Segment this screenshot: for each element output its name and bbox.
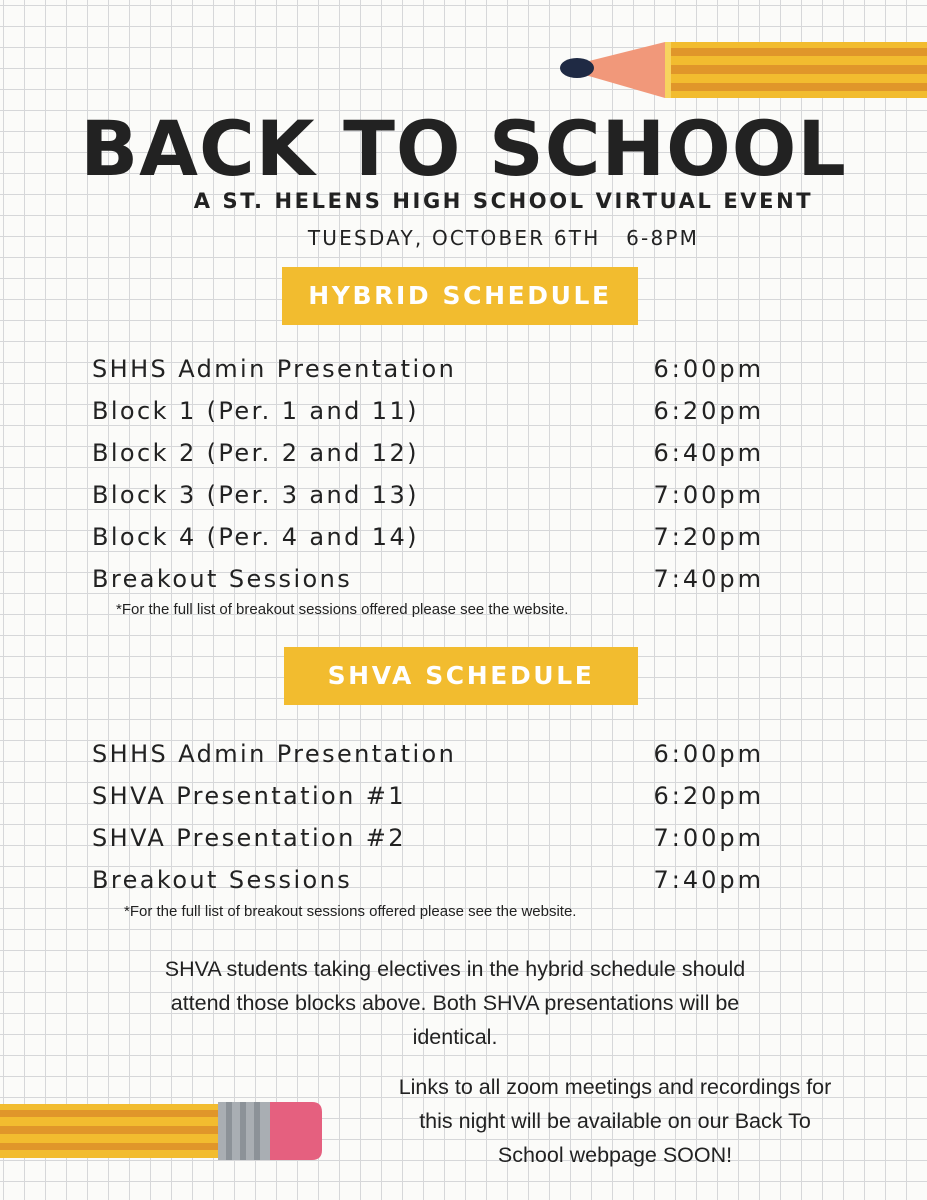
event-time: 6-8PM bbox=[626, 226, 700, 250]
hybrid-schedule-list bbox=[92, 348, 764, 600]
schedule-item-label: Block 4 (Per. 4 and 14) bbox=[92, 523, 419, 551]
schedule-item-time: 7:20pm bbox=[653, 523, 764, 551]
schedule-row bbox=[92, 432, 764, 474]
schedule-row bbox=[92, 558, 764, 600]
schedule-row bbox=[92, 348, 764, 390]
schedule-row bbox=[92, 474, 764, 516]
schedule-item-label: SHVA Presentation #1 bbox=[92, 782, 406, 810]
schedule-row bbox=[92, 859, 764, 901]
schedule-item-time: 6:20pm bbox=[653, 782, 764, 810]
schedule-item-label: Block 3 (Per. 3 and 13) bbox=[92, 481, 419, 509]
links-line: Links to all zoom meetings and recordings for bbox=[398, 1075, 832, 1099]
schedule-item-time: 6:40pm bbox=[653, 439, 764, 467]
shva-schedule-list bbox=[92, 733, 764, 901]
schedule-item-time: 6:20pm bbox=[653, 397, 764, 425]
schedule-item-label: SHVA Presentation #2 bbox=[92, 824, 406, 852]
schedule-item-label: Breakout Sessions bbox=[92, 866, 353, 894]
event-date: TUESDAY, OCTOBER 6TH bbox=[307, 226, 601, 250]
zoom-links-paragraph bbox=[340, 1070, 890, 1172]
electives-line: identical. bbox=[412, 1025, 498, 1049]
event-subtitle: A ST. HELENS HIGH SCHOOL VIRTUAL EVENT bbox=[193, 189, 814, 213]
pencil-top-illustration bbox=[555, 38, 927, 102]
shva-schedule-heading: SHVA SCHEDULE bbox=[284, 647, 638, 705]
schedule-item-time: 6:00pm bbox=[653, 355, 764, 383]
schedule-item-time: 6:00pm bbox=[653, 740, 764, 768]
pencil-eraser bbox=[270, 1102, 322, 1160]
schedule-item-time: 7:40pm bbox=[653, 866, 764, 894]
schedule-row bbox=[92, 817, 764, 859]
schedule-item-time: 7:00pm bbox=[653, 824, 764, 852]
schedule-item-label: SHHS Admin Presentation bbox=[92, 355, 457, 383]
hybrid-breakout-note: *For the full list of breakout sessions offered please see the website. bbox=[116, 601, 569, 618]
electives-line: attend those blocks above. Both SHVA presentations will be bbox=[170, 991, 740, 1015]
electives-line: SHVA students taking electives in the hybrid schedule should bbox=[164, 957, 746, 981]
schedule-row bbox=[92, 775, 764, 817]
pencil-bottom-illustration bbox=[0, 1100, 324, 1162]
shva-breakout-note: *For the full list of breakout sessions offered please see the website. bbox=[124, 903, 577, 920]
schedule-item-time: 7:00pm bbox=[653, 481, 764, 509]
schedule-item-time: 7:40pm bbox=[653, 565, 764, 593]
links-line: School webpage SOON! bbox=[497, 1143, 733, 1167]
hybrid-schedule-heading: HYBRID SCHEDULE bbox=[282, 267, 638, 325]
schedule-item-label: SHHS Admin Presentation bbox=[92, 740, 457, 768]
schedule-row bbox=[92, 390, 764, 432]
event-dateline bbox=[0, 226, 927, 250]
page-title: BACK TO SCHOOL bbox=[80, 104, 847, 193]
pencil-tip-lead bbox=[560, 58, 594, 78]
schedule-item-label: Block 2 (Per. 2 and 12) bbox=[92, 439, 419, 467]
electives-paragraph bbox=[80, 952, 830, 1054]
schedule-item-label: Block 1 (Per. 1 and 11) bbox=[92, 397, 419, 425]
links-line: this night will be available on our Back To bbox=[419, 1109, 811, 1133]
schedule-item-label: Breakout Sessions bbox=[92, 565, 353, 593]
schedule-row bbox=[92, 733, 764, 775]
schedule-row bbox=[92, 516, 764, 558]
